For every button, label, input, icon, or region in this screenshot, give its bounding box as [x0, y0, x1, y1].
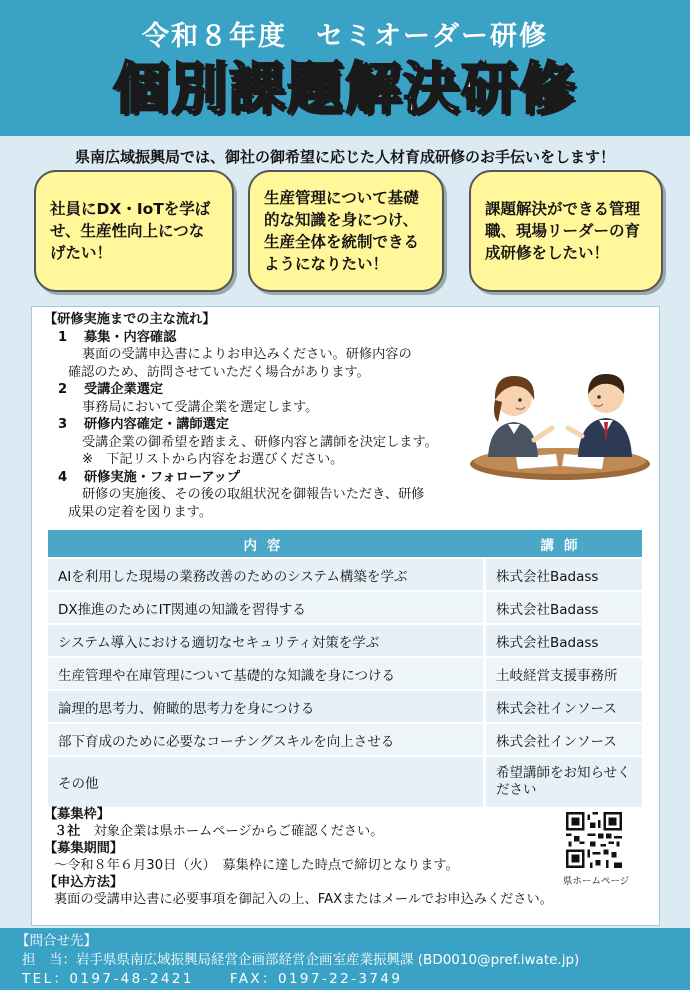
course-teacher: 株式会社インソース [486, 724, 642, 755]
recruit-section [44, 806, 604, 908]
course-teacher: 土岐経営支援事務所 [486, 658, 642, 689]
flow-step-4-body: 研修の実施後、その後の取組状況を御報告いただき、研修 [82, 487, 425, 502]
flow-heading: 【研修実施までの主な流れ】 [44, 312, 216, 327]
course-teacher: 株式会社Badass [486, 592, 642, 623]
table-row [48, 658, 642, 689]
column-header-teacher: 講師 [486, 530, 642, 557]
tel-number: TEL：0197-48-2421 [22, 971, 194, 987]
method-text: 裏面の受講申込書に必要事項を御記入の上、FAXまたはメールでお申込みください。 [54, 892, 553, 907]
qr-code-icon[interactable] [566, 812, 622, 868]
period-heading: 【募集期間】 [44, 841, 124, 856]
period-text: ～令和８年６月30日（火） 募集枠に達した時点で締切となります。 [54, 858, 459, 873]
course-teacher: 株式会社Badass [486, 625, 642, 656]
course-content: DX推進のためにIT関連の知識を習得する [48, 592, 486, 623]
column-header-content: 内容 [48, 530, 486, 557]
wish-box-leadership: 課題解決ができる管理職、現場リーダーの育成研修をしたい！ [469, 170, 663, 292]
flow-step-1-body: 裏面の受講申込書によりお申込みください。研修内容の [82, 347, 412, 362]
course-teacher: 株式会社Badass [486, 559, 642, 590]
header-banner [0, 0, 690, 136]
flow-step-3-note: ※ 下記リストから内容をお選びください。 [82, 452, 344, 467]
course-content: その他 [48, 757, 486, 807]
flow-step-1-body-cont: 確認のため、訪問させていただく場合があります。 [68, 364, 370, 380]
contact-footer [0, 928, 690, 990]
course-content: AIを利用した現場の業務改善のためのシステム構築を学ぶ [48, 559, 486, 590]
flow-step-4-body-cont: 成果の定着を図ります。 [68, 504, 213, 520]
qr-label: 県ホームページ [562, 876, 630, 887]
contact-person: 担 当：岩手県県南広域振興局経営企画部経営企画室産業振興課 (BD0010@pref.iwate.jp) [22, 952, 580, 968]
course-content: 部下育成のために必要なコーチングスキルを向上させる [48, 724, 486, 755]
table-row [48, 625, 642, 656]
page-title: 個別課題解決研修 [113, 57, 577, 122]
flow-step-2: 2 受講企業選定 [58, 382, 164, 397]
quota-heading: 【募集枠】 [44, 807, 110, 822]
course-teacher: 株式会社インソース [486, 691, 642, 722]
flow-step-3: 3 研修内容確定・講師選定 [58, 417, 230, 432]
flow-step-2-body: 事務局において受講企業を選定します。 [82, 399, 319, 415]
fax-number: FAX：0197-22-3749 [229, 971, 403, 987]
subtitle: 令和８年度 セミオーダー研修 [142, 21, 548, 52]
intro-text: 県南広域振興局では、御社の御希望に応じた人材育成研修のお手伝いをします！ [74, 148, 615, 166]
table-row [48, 559, 642, 590]
quota-line: ３社 対象企業は県ホームページからご確認ください。 [54, 824, 384, 839]
course-table [48, 528, 642, 809]
table-row [48, 592, 642, 623]
course-teacher: 希望講師をお知らせください [486, 757, 642, 807]
method-heading: 【申込方法】 [44, 875, 124, 890]
meeting-illustration [466, 362, 654, 482]
flow-step-4: 4 研修実施・フォローアップ [58, 469, 241, 485]
course-content: システム導入における適切なセキュリティ対策を学ぶ [48, 625, 486, 656]
table-row [48, 724, 642, 755]
table-header [48, 530, 642, 557]
contact-phone-fax [16, 970, 690, 989]
table-row [48, 757, 642, 807]
course-content: 論理的思考力、俯瞰的思考力を身につける [48, 691, 486, 722]
table-row [48, 691, 642, 722]
flow-step-3-body: 受講企業の御希望を踏まえ、研修内容と講師を決定します。 [82, 434, 438, 450]
wish-box-dx: 社員にDX・IoTを学ばせ、生産性向上につなげたい！ [34, 170, 234, 292]
wish-box-production: 生産管理について基礎的な知識を身につけ、生産全体を統制できるようになりたい！ [248, 170, 444, 292]
flow-section [44, 311, 484, 521]
contact-heading: 【問合せ先】 [16, 933, 97, 949]
course-content: 生産管理や在庫管理について基礎的な知識を身につける [48, 658, 486, 689]
flow-step-1: 1 募集・内容確認 [58, 329, 177, 345]
